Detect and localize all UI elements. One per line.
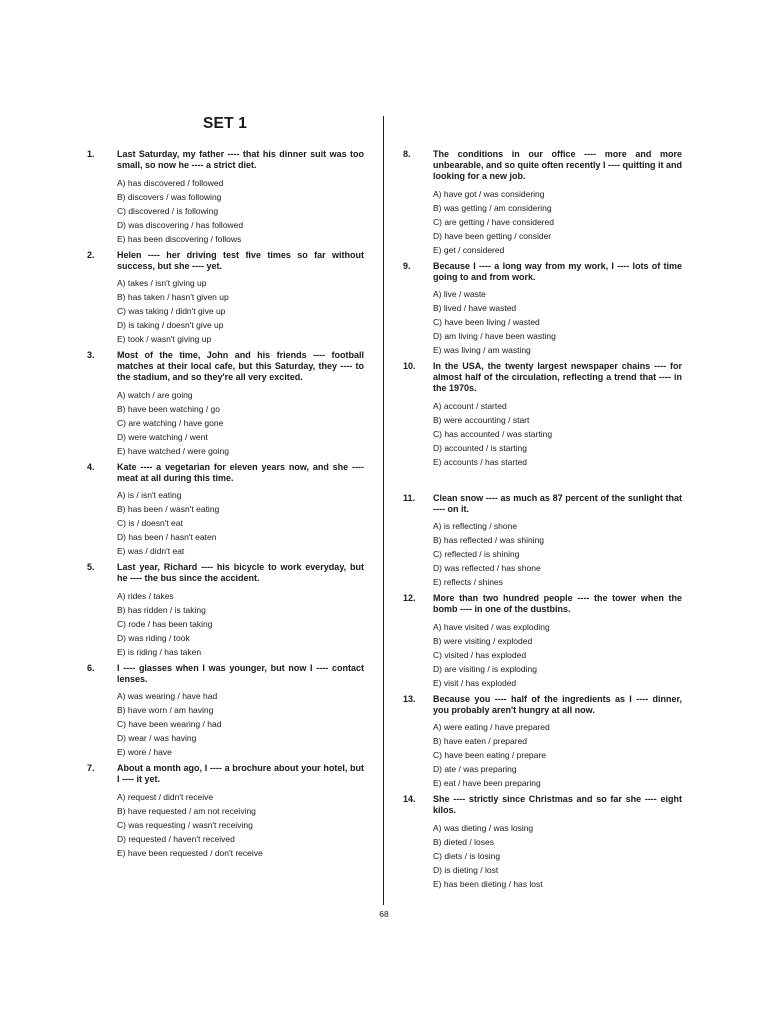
question-number: 5. <box>87 562 95 572</box>
answer-option: E) have watched / were going <box>117 445 229 456</box>
answer-option: B) was getting / am considering <box>433 202 552 213</box>
question <box>403 593 682 690</box>
answer-option: D) was discovering / has followed <box>117 219 244 230</box>
answer-option: E) has been discovering / follows <box>117 233 242 244</box>
answer-option: B) has taken / hasn't given up <box>117 292 229 302</box>
answer-option: D) am living / have been wasting <box>433 331 556 341</box>
question <box>87 663 364 760</box>
column-divider <box>383 116 384 905</box>
question-stem <box>87 562 364 589</box>
answer-option: C) have been eating / prepare <box>433 750 546 760</box>
answer-option: C) have been wearing / had <box>117 719 222 729</box>
answer-option: A) watch / are going <box>117 389 193 400</box>
answer-option: C) rode / has been taking <box>117 618 213 629</box>
question-text: More than two hundred people ---- the tower when the bomb ---- in one of the dustbins. <box>433 593 682 614</box>
question-text: Most of the time, John and his friends ---- football matches at their local cafe, but this Saturday, they ---- to the stadium, and so they're all very excited. <box>117 350 364 382</box>
question-number: 12. <box>403 593 416 603</box>
question <box>87 250 364 347</box>
question-stem <box>403 694 682 721</box>
question <box>403 694 682 791</box>
question-number: 9. <box>403 260 411 271</box>
answer-option: D) is taking / doesn't give up <box>117 320 224 330</box>
answer-option: E) have been requested / don't receive <box>117 847 263 858</box>
answer-option: D) were watching / went <box>117 431 208 442</box>
answer-option: C) was taking / didn't give up <box>117 306 226 316</box>
question-stem <box>403 493 682 520</box>
question-number: 2. <box>87 249 95 260</box>
answer-option: E) wore / have <box>117 747 172 757</box>
question-text: About a month ago, I ---- a brochure about your hotel, but I ---- it yet. <box>117 763 364 784</box>
question-text: The conditions in our office ---- more and more unbearable, and so quite often recently I ---- quitting it and looking for a new job. <box>433 149 683 181</box>
answer-option: D) has been / hasn't eaten <box>117 532 217 542</box>
question-number: 11. <box>403 492 416 503</box>
question-stem <box>87 350 364 388</box>
question <box>87 562 364 659</box>
answer-option: B) lived / have wasted <box>433 303 517 313</box>
answer-option: E) visit / has exploded <box>433 677 517 688</box>
answer-option: D) was riding / took <box>117 632 190 643</box>
question-stem <box>403 794 682 821</box>
question-text: I ---- glasses when I was younger, but now I ---- contact lenses. <box>117 662 364 684</box>
answer-option: E) eat / have been preparing <box>433 778 541 788</box>
question-number: 8. <box>403 149 411 159</box>
answer-option: B) dieted / loses <box>433 836 494 847</box>
answer-option: C) reflected / is shining <box>433 549 520 559</box>
answer-option: C) diets / is losing <box>433 850 501 861</box>
question-number: 1. <box>87 149 95 159</box>
question-stem <box>403 149 682 187</box>
answer-option: A) live / waste <box>433 289 486 299</box>
question-number: 7. <box>87 763 95 773</box>
answer-option: B) has reflected / was shining <box>433 535 545 545</box>
question-text: Because I ---- a long way from my work, I ---- lots of time going to and from work. <box>433 260 682 282</box>
page-title: SET 1 <box>203 115 248 132</box>
answer-option: E) get / considered <box>433 244 505 255</box>
question-text: Helen ---- her driving test five times so far without success, but she ---- yet. <box>117 249 364 271</box>
answer-option: B) has been / wasn't eating <box>117 504 220 514</box>
question-text: Kate ---- a vegetarian for eleven years now, and she ---- meat at all during this time. <box>117 461 364 483</box>
column-right <box>403 149 682 895</box>
question <box>403 149 682 257</box>
question-number: 10. <box>403 361 416 371</box>
answer-option: C) has accounted / was starting <box>433 428 553 439</box>
answer-option: B) discovers / was following <box>117 191 222 202</box>
answer-option: A) rides / takes <box>117 590 174 601</box>
question-text: She ---- strictly since Christmas and so far she ---- eight kilos. <box>433 794 682 815</box>
question <box>87 763 364 860</box>
answer-option: C) are watching / have gone <box>117 417 224 428</box>
answer-option: E) has been dieting / has lost <box>433 878 543 889</box>
answer-option: D) ate / was preparing <box>433 764 517 774</box>
answer-option: B) were visiting / exploded <box>433 635 533 646</box>
answer-option: A) takes / isn't giving up <box>117 278 207 288</box>
answer-option: C) discovered / is following <box>117 205 219 216</box>
answer-option: D) wear / was having <box>117 733 197 743</box>
answer-option: E) is riding / has taken <box>117 646 202 657</box>
answer-option: A) was wearing / have had <box>117 691 218 701</box>
question <box>87 462 364 559</box>
question-stem <box>87 462 364 489</box>
answer-option: A) is / isn't eating <box>117 490 182 500</box>
answer-option: A) were eating / have prepared <box>433 722 550 732</box>
answer-option: A) is reflecting / shone <box>433 521 518 531</box>
answer-option: B) have worn / am having <box>117 705 214 715</box>
question <box>87 149 364 246</box>
question <box>403 493 682 590</box>
question-text: Because you ---- half of the ingredients as I ---- dinner, you probably aren't hungry at all now. <box>433 693 682 715</box>
column-left <box>87 149 364 864</box>
answer-option: D) accounted / is starting <box>433 442 528 453</box>
question <box>403 261 682 358</box>
answer-option: A) have got / was considering <box>433 188 545 199</box>
answer-option: D) are visiting / is exploding <box>433 663 537 674</box>
question-stem <box>87 663 364 690</box>
question <box>87 350 364 458</box>
question <box>403 361 682 469</box>
question-text: In the USA, the twenty largest newspaper chains ---- for almost half of the circulation, reflecting a trend that ---- in the 1970s. <box>433 361 682 393</box>
answer-option: B) have been watching / go <box>117 403 221 414</box>
question-stem <box>403 593 682 620</box>
answer-option: B) have requested / am not receiving <box>117 805 256 816</box>
answer-option: C) is / doesn't eat <box>117 518 183 528</box>
answer-option: D) was reflected / has shone <box>433 563 541 573</box>
answer-option: E) took / wasn't giving up <box>117 334 212 344</box>
answer-option: A) have visited / was exploding <box>433 621 550 632</box>
question-stem <box>87 763 364 790</box>
question-text: Last year, Richard ---- his bicycle to work everyday, but he ---- the bus since the accident. <box>117 562 364 583</box>
question-stem <box>87 149 364 176</box>
answer-option: E) was / didn't eat <box>117 546 185 556</box>
answer-option: A) was dieting / was losing <box>433 822 534 833</box>
answer-option: C) are getting / have considered <box>433 216 554 227</box>
answer-option: A) request / didn't receive <box>117 791 214 802</box>
answer-option: B) has ridden / is taking <box>117 604 206 615</box>
question <box>403 794 682 891</box>
question-number: 13. <box>403 693 416 704</box>
answer-option: E) reflects / shines <box>433 577 503 587</box>
answer-option: B) have eaten / prepared <box>433 736 528 746</box>
answer-option: A) has discovered / followed <box>117 177 224 188</box>
question-number: 14. <box>403 794 416 804</box>
answer-option: E) was living / am wasting <box>433 345 531 355</box>
answer-option: D) is dieting / lost <box>433 864 499 875</box>
question-stem <box>403 261 682 288</box>
answer-option: C) was requesting / wasn't receiving <box>117 819 253 830</box>
question-text: Last Saturday, my father ---- that his dinner suit was too small, so now he ---- a strict diet. <box>117 149 364 170</box>
answer-option: E) accounts / has started <box>433 456 528 467</box>
page-number: 68 <box>379 909 389 919</box>
answer-option: C) visited / has exploded <box>433 649 527 660</box>
answer-option: A) account / started <box>433 400 507 411</box>
answer-option: D) have been getting / consider <box>433 230 552 241</box>
answer-option: D) requested / haven't received <box>117 833 235 844</box>
answer-option: B) were accounting / start <box>433 414 530 425</box>
question-stem <box>87 250 364 277</box>
question-text: Clean snow ---- as much as 87 percent of the sunlight that ---- on it. <box>433 492 682 514</box>
answer-option: C) have been living / wasted <box>433 317 540 327</box>
question-number: 4. <box>87 461 95 472</box>
question-stem <box>403 361 682 399</box>
question-number: 6. <box>87 662 95 673</box>
question-number: 3. <box>87 350 95 360</box>
